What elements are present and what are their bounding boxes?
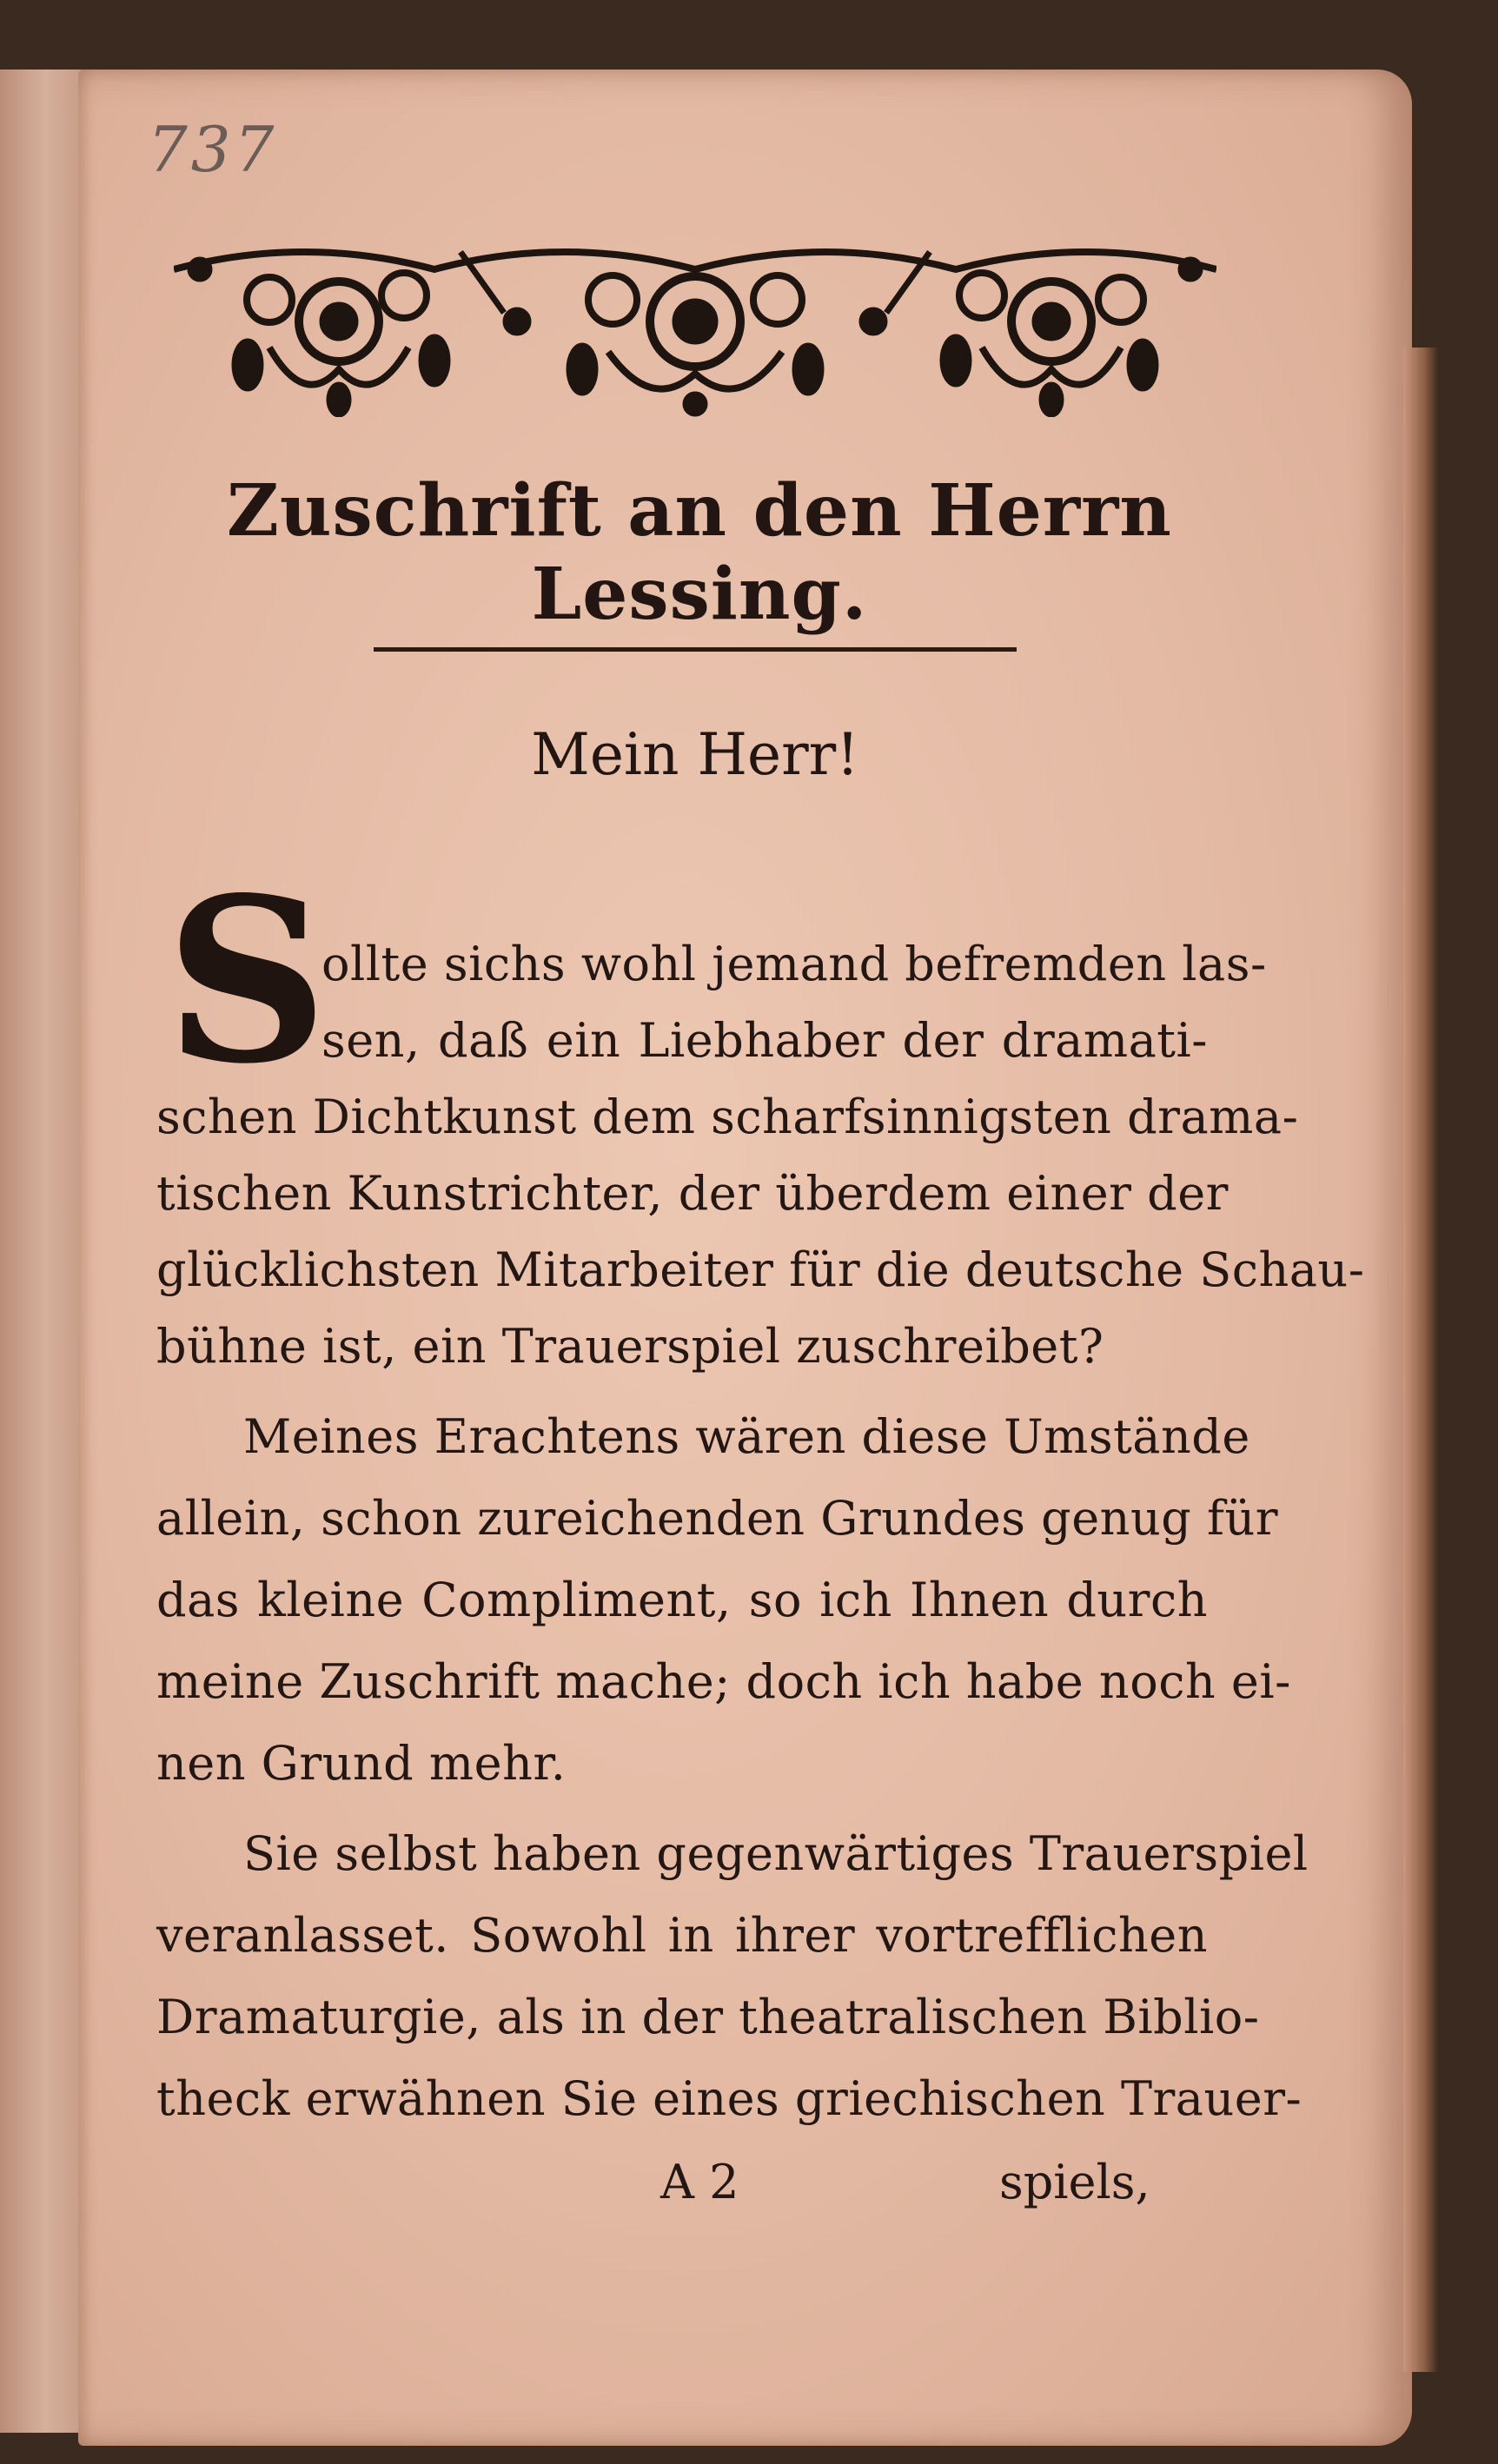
- text-line: sen, daß ein Liebhaber der dramati-: [321, 1013, 1208, 1068]
- text-line: allein, schon zureichenden Grundes genug für: [156, 1491, 1279, 1546]
- text-line: nen Grund mehr.: [156, 1736, 567, 1791]
- text-line: tischen Kunstrichter, der überdem einer der: [156, 1166, 1229, 1221]
- signature-mark: A 2: [660, 2155, 739, 2209]
- title-divider: [374, 647, 1017, 652]
- text-line: Sie selbst haben gegenwärtiges Trauerspiel: [243, 1826, 1309, 1881]
- text-line: ollte sichs wohl jemand befremden las-: [321, 937, 1267, 991]
- handwritten-folio-number: 737: [148, 113, 278, 186]
- text-line: das kleine Compliment, so ich Ihnen durch: [156, 1573, 1208, 1627]
- text-line: Meines Erachtens wären diese Umstände: [243, 1409, 1250, 1464]
- floral-garland-ornament-icon: [174, 217, 1216, 417]
- text-line: bühne ist, ein Trauerspiel zuschreibet?: [156, 1319, 1104, 1374]
- text-line: Dramaturgie, als in der theatralischen Biblio-: [156, 1990, 1260, 2044]
- left-page-edge: [0, 70, 85, 2433]
- catchword: spiels,: [999, 2155, 1150, 2209]
- text-line: glücklichsten Mitarbeiter für die deutsche Schau-: [156, 1242, 1365, 1297]
- page-title: Zuschrift an den Herrn Lessing.: [227, 469, 1172, 636]
- text-line: meine Zuschrift mache; doch ich habe noch ei-: [156, 1654, 1291, 1709]
- text-line: schen Dichtkunst dem scharfsinnigsten drama-: [156, 1090, 1299, 1144]
- text-line: theck erwähnen Sie eines griechischen Trauer-: [156, 2071, 1302, 2126]
- text-line: veranlasset. Sowohl in ihrer vortrefflichen: [156, 1908, 1208, 1963]
- page-fore-edge: [1403, 348, 1438, 2372]
- salutation: Mein Herr!: [531, 721, 859, 788]
- drop-cap: S: [165, 849, 328, 1114]
